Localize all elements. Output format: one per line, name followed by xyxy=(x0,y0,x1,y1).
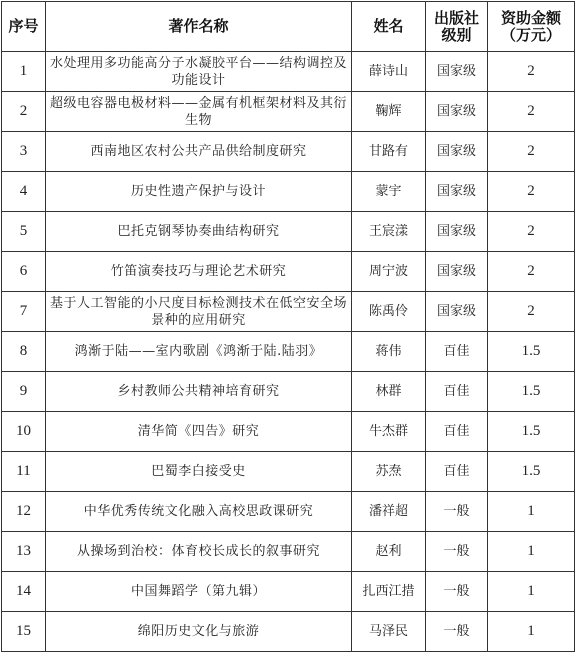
cell-index: 8 xyxy=(2,332,46,372)
cell-title: 巴蜀李白接受史 xyxy=(46,452,352,492)
cell-title: 中华优秀传统文化融入高校思政课研究 xyxy=(46,492,352,532)
cell-level: 一般 xyxy=(426,492,488,532)
cell-amount: 2 xyxy=(488,252,575,292)
cell-level: 国家级 xyxy=(426,172,488,212)
cell-level: 百佳 xyxy=(426,372,488,412)
cell-name: 马泽民 xyxy=(352,612,426,652)
cell-level: 国家级 xyxy=(426,252,488,292)
cell-title: 绵阳历史文化与旅游 xyxy=(46,612,352,652)
table-row xyxy=(2,532,575,572)
cell-amount: 1.5 xyxy=(488,452,575,492)
cell-name: 蒙宇 xyxy=(352,172,426,212)
table-row xyxy=(2,132,575,172)
table-row xyxy=(2,92,575,132)
cell-level: 国家级 xyxy=(426,212,488,252)
header-index: 序号 xyxy=(2,2,46,52)
cell-level: 一般 xyxy=(426,572,488,612)
cell-level: 国家级 xyxy=(426,92,488,132)
table-row xyxy=(2,572,575,612)
cell-title: 超级电容器电极材料——金属有机框架材料及其衍生物 xyxy=(46,92,352,132)
cell-name: 甘路有 xyxy=(352,132,426,172)
table-row xyxy=(2,612,575,652)
table-row xyxy=(2,292,575,332)
cell-name: 鞠辉 xyxy=(352,92,426,132)
cell-index: 7 xyxy=(2,292,46,332)
cell-name: 薛诗山 xyxy=(352,52,426,92)
cell-title: 历史性遗产保护与设计 xyxy=(46,172,352,212)
cell-amount: 1 xyxy=(488,532,575,572)
cell-level: 国家级 xyxy=(426,52,488,92)
cell-amount: 1 xyxy=(488,492,575,532)
cell-title: 从操场到治校：体育校长成长的叙事研究 xyxy=(46,532,352,572)
cell-name: 蒋伟 xyxy=(352,332,426,372)
header-row xyxy=(2,2,575,52)
cell-index: 13 xyxy=(2,532,46,572)
cell-index: 1 xyxy=(2,52,46,92)
table-row xyxy=(2,412,575,452)
cell-title: 竹笛演奏技巧与理论艺术研究 xyxy=(46,252,352,292)
cell-amount: 2 xyxy=(488,172,575,212)
cell-name: 陈禹伶 xyxy=(352,292,426,332)
cell-level: 一般 xyxy=(426,612,488,652)
cell-title: 鸿渐于陆——室内歌剧《鸿渐于陆.陆羽》 xyxy=(46,332,352,372)
header-amount: 资助金额（万元） xyxy=(488,2,575,52)
cell-amount: 2 xyxy=(488,292,575,332)
cell-index: 14 xyxy=(2,572,46,612)
cell-amount: 2 xyxy=(488,212,575,252)
cell-amount: 2 xyxy=(488,132,575,172)
cell-title: 清华简《四告》研究 xyxy=(46,412,352,452)
cell-index: 4 xyxy=(2,172,46,212)
table-row xyxy=(2,332,575,372)
cell-name: 潘祥超 xyxy=(352,492,426,532)
table-row xyxy=(2,172,575,212)
cell-index: 5 xyxy=(2,212,46,252)
header-name: 姓名 xyxy=(352,2,426,52)
cell-index: 6 xyxy=(2,252,46,292)
cell-level: 百佳 xyxy=(426,332,488,372)
cell-index: 11 xyxy=(2,452,46,492)
cell-index: 12 xyxy=(2,492,46,532)
cell-name: 周宁波 xyxy=(352,252,426,292)
table-row xyxy=(2,452,575,492)
cell-amount: 1.5 xyxy=(488,332,575,372)
cell-level: 国家级 xyxy=(426,292,488,332)
table-body xyxy=(2,52,575,652)
header-level: 出版社级别 xyxy=(426,2,488,52)
cell-title: 巴托克钢琴协奏曲结构研究 xyxy=(46,212,352,252)
cell-level: 百佳 xyxy=(426,412,488,452)
cell-title: 西南地区农村公共产品供给制度研究 xyxy=(46,132,352,172)
cell-level: 国家级 xyxy=(426,132,488,172)
cell-index: 15 xyxy=(2,612,46,652)
cell-name: 扎西江措 xyxy=(352,572,426,612)
cell-amount: 2 xyxy=(488,92,575,132)
cell-amount: 1.5 xyxy=(488,412,575,452)
cell-title: 中国舞蹈学（第九辑） xyxy=(46,572,352,612)
cell-name: 王宸漾 xyxy=(352,212,426,252)
cell-name: 林群 xyxy=(352,372,426,412)
cell-index: 9 xyxy=(2,372,46,412)
cell-name: 赵利 xyxy=(352,532,426,572)
cell-level: 百佳 xyxy=(426,452,488,492)
cell-index: 2 xyxy=(2,92,46,132)
cell-name: 苏焘 xyxy=(352,452,426,492)
cell-amount: 1.5 xyxy=(488,372,575,412)
funding-table xyxy=(1,1,575,652)
table-row xyxy=(2,372,575,412)
table-row xyxy=(2,52,575,92)
cell-amount: 2 xyxy=(488,52,575,92)
cell-index: 3 xyxy=(2,132,46,172)
cell-name: 牛杰群 xyxy=(352,412,426,452)
table-row xyxy=(2,252,575,292)
cell-index: 10 xyxy=(2,412,46,452)
table-row xyxy=(2,212,575,252)
cell-amount: 1 xyxy=(488,612,575,652)
cell-title: 水处理用多功能高分子水凝胶平台——结构调控及功能设计 xyxy=(46,52,352,92)
cell-level: 一般 xyxy=(426,532,488,572)
table-row xyxy=(2,492,575,532)
cell-amount: 1 xyxy=(488,572,575,612)
cell-title: 基于人工智能的小尺度目标检测技术在低空安全场景种的应用研究 xyxy=(46,292,352,332)
header-title: 著作名称 xyxy=(46,2,352,52)
cell-title: 乡村教师公共精神培育研究 xyxy=(46,372,352,412)
